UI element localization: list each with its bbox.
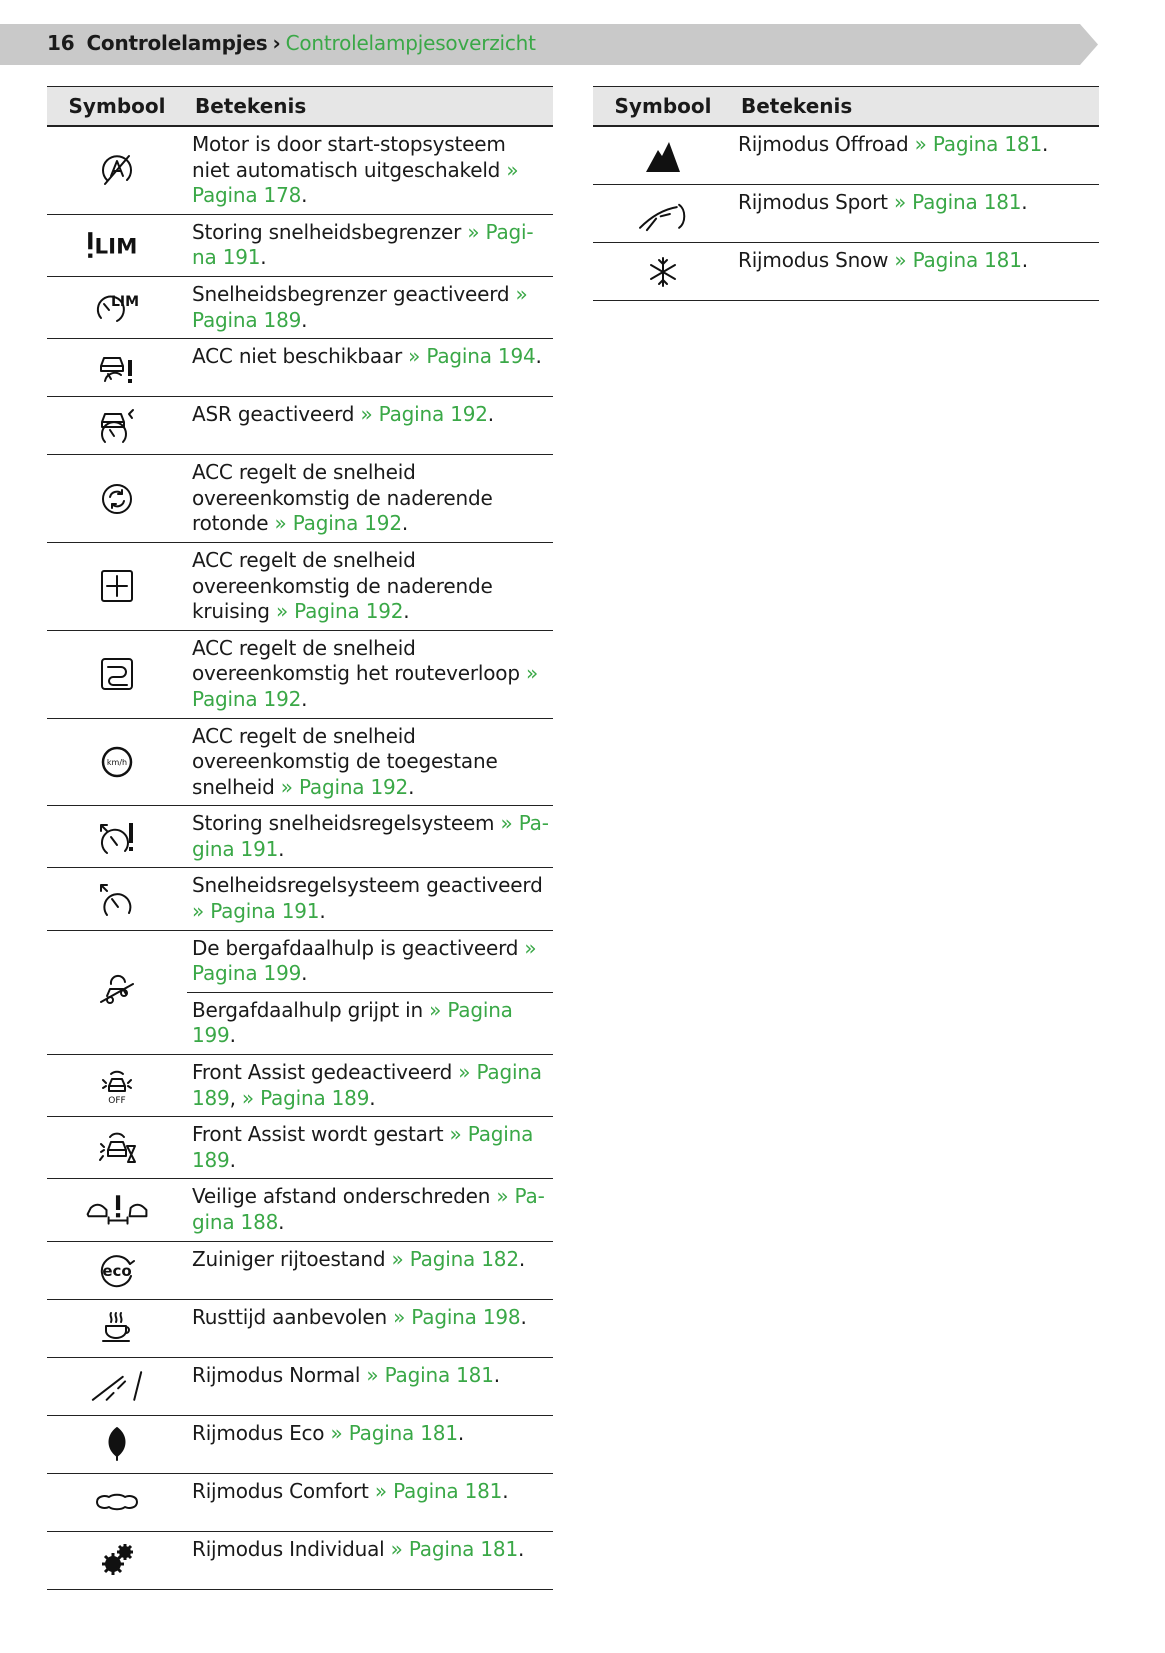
speed-limiter-active-icon: [93, 293, 141, 316]
meaning-cell: [187, 1357, 553, 1415]
cruise-control-active-icon: [97, 889, 137, 908]
hill-descent-icon: [97, 982, 137, 1001]
page-reference-link[interactable]: » Pagina 181: [330, 1420, 458, 1445]
symbol-cell: [47, 630, 187, 718]
page-reference-link[interactable]: » Pagina 192: [192, 661, 539, 711]
svg-text:OFF: OFF: [108, 1095, 126, 1106]
meaning-cell: [187, 1531, 553, 1589]
meaning-text: .: [487, 402, 494, 427]
symbol-cell: [47, 718, 187, 806]
table-row: [47, 718, 553, 806]
meaning-text: ACC regelt de snelheid overeenkomstig de naderende rotonde: [192, 460, 493, 536]
symbol-cell: [47, 542, 187, 630]
meaning-text: Front Assist wordt gestart: [192, 1122, 450, 1147]
meaning-cell: [187, 276, 553, 338]
acc-unavailable-icon: [97, 357, 137, 376]
meaning-text: Rijmodus Snow: [738, 248, 895, 272]
symbol-cell: [593, 185, 733, 243]
table-row: [593, 243, 1099, 301]
meaning-cell: [187, 1415, 553, 1473]
meaning-text: .: [278, 836, 285, 861]
table-row: [47, 1179, 553, 1241]
meaning-cell: [187, 126, 553, 214]
meaning-text: .: [1041, 132, 1049, 156]
meaning-text: .: [301, 307, 308, 332]
meaning-cell: [187, 1241, 553, 1299]
page-reference-link[interactable]: » Pagina 192: [360, 402, 488, 427]
page-reference-link[interactable]: » Pagina 192: [280, 774, 409, 799]
column-header-symbol: Symbool: [47, 87, 187, 127]
meaning-text: .: [301, 961, 308, 986]
page-reference-link[interactable]: » Pagina 189: [192, 281, 528, 332]
page-reference-link[interactable]: » Pagina 178: [192, 157, 519, 208]
table-row: [47, 630, 553, 718]
meaning-cell: [187, 930, 553, 992]
meaning-text: Storing snelheidsbegrenzer: [192, 219, 468, 244]
meaning-cell: [733, 126, 1099, 185]
meaning-text: ACC niet beschikbaar: [192, 344, 409, 369]
symbol-cell: [593, 126, 733, 185]
table-row: [47, 930, 553, 992]
column-header-symbol: Symbool: [593, 87, 733, 127]
meaning-text: .: [517, 1536, 525, 1561]
table-row: [47, 1415, 553, 1473]
chapter-title: Controlelampjes: [86, 31, 268, 55]
road-normal-icon: [88, 1376, 146, 1395]
meaning-text: Snelheidsregelsysteem geactiveerd: [192, 873, 543, 898]
meaning-cell: [187, 214, 553, 276]
meaning-text: Rijmodus Normal: [192, 1362, 367, 1387]
meaning-cell: [187, 868, 553, 930]
snowflake-icon: [643, 261, 683, 280]
meaning-cell: [187, 718, 553, 806]
meaning-text: Rijmodus Comfort: [192, 1478, 375, 1503]
coffee-cup-icon: [97, 1318, 137, 1337]
meaning-text: Storing snelheidsregelsysteem: [192, 811, 501, 836]
intersection-icon: [97, 576, 137, 595]
symbol-cell: [47, 339, 187, 397]
page-reference-link[interactable]: » Pagina 181: [366, 1362, 494, 1387]
meaning-cell: [187, 806, 553, 868]
meaning-text: .: [493, 1362, 500, 1387]
meaning-text: De bergafdaalhulp is geactiveerd: [192, 935, 525, 960]
svg-text:LIM: LIM: [111, 293, 140, 310]
meaning-text: Snelheidsbegrenzer geactiveerd: [192, 281, 516, 306]
meaning-cell: [187, 1179, 553, 1241]
meaning-cell: [187, 339, 553, 397]
meaning-text: .: [1021, 190, 1028, 214]
front-assist-starting-icon: [97, 1137, 137, 1156]
page-reference-link[interactable]: » Pagina 181: [894, 248, 1022, 272]
symbol-cell: [47, 1299, 187, 1357]
speed-limit-kmh-icon: [97, 751, 137, 770]
page-reference-link[interactable]: » Pagina 189: [241, 1085, 370, 1110]
page-reference-link[interactable]: » Pagina 189: [192, 1060, 542, 1110]
page-reference-link[interactable]: » Pagina 191: [192, 219, 534, 270]
page-reference-link[interactable]: » Pagina 188: [192, 1184, 545, 1234]
symbol-cell: [47, 1357, 187, 1415]
meaning-text: .: [229, 1147, 236, 1172]
page-reference-link[interactable]: » Pagina 199: [192, 935, 537, 986]
meaning-text: Rijmodus Sport: [738, 190, 894, 214]
meaning-text: .: [278, 1210, 285, 1234]
meaning-text: .: [301, 686, 308, 711]
meaning-text: .: [502, 1478, 509, 1503]
symbol-cell: [593, 243, 733, 301]
column-header-meaning: Betekenis: [187, 87, 553, 127]
table-row: [47, 1241, 553, 1299]
symbol-cell: [47, 806, 187, 868]
meaning-text: .: [535, 344, 542, 369]
mountain-icon: [643, 145, 683, 164]
meaning-text: .: [229, 1023, 236, 1048]
asr-active-icon: [97, 415, 137, 434]
sport-road-icon: [636, 203, 690, 222]
roundabout-icon: [97, 488, 137, 507]
meaning-text: Rijmodus Individual: [192, 1536, 391, 1561]
meaning-text: .: [457, 1420, 465, 1445]
table-row: [593, 126, 1099, 185]
comfort-cushion-icon: [93, 1492, 141, 1511]
meaning-text: .: [1021, 248, 1028, 272]
meaning-text: ASR geactiveerd: [192, 402, 361, 427]
meaning-text: Front Assist gedeactiveerd: [192, 1060, 459, 1085]
meaning-text: .: [301, 183, 308, 208]
svg-text:eco: eco: [102, 1262, 132, 1281]
meaning-text: Zuiniger rijtoestand: [192, 1246, 392, 1271]
symbol-cell: [47, 1531, 187, 1589]
table-row: [47, 1055, 553, 1117]
front-assist-off-icon: [97, 1075, 137, 1106]
table-row: [47, 276, 553, 338]
table-row: [47, 542, 553, 630]
meaning-text: .: [401, 511, 409, 536]
symbol-cell: [47, 397, 187, 455]
table-row: [47, 1299, 553, 1357]
page-reference-link[interactable]: » Pagina 198: [393, 1304, 521, 1329]
start-stop-off-icon: [97, 160, 137, 179]
table-row: [47, 1473, 553, 1531]
page-reference-link[interactable]: » Pagina 192: [275, 599, 404, 624]
symbol-cell: [47, 214, 187, 276]
speed-limiter-fault-icon: [86, 234, 148, 260]
meaning-cell: [733, 185, 1099, 243]
table-row: [47, 214, 553, 276]
gears-icon: [97, 1550, 137, 1569]
indicator-table-left: [47, 86, 553, 1590]
meaning-cell: [187, 1117, 553, 1179]
table-row: [47, 1357, 553, 1415]
meaning-text: .: [408, 774, 415, 799]
meaning-text: .: [518, 1246, 526, 1271]
table-row: [47, 397, 553, 455]
leaf-icon: [97, 1434, 137, 1453]
svg-text:LIM: LIM: [94, 234, 138, 260]
symbol-cell: [47, 1415, 187, 1473]
symbol-cell: [47, 455, 187, 543]
meaning-text: .: [319, 899, 326, 924]
meaning-text: Rijmodus Offroad: [738, 132, 915, 156]
page-reference-link[interactable]: » Pagina 181: [914, 132, 1042, 156]
section-title: Controlelampjesoverzicht: [285, 31, 536, 55]
symbol-cell: [47, 1179, 187, 1241]
meaning-text: Bergafdaalhulp grijpt in: [192, 997, 430, 1022]
meaning-text: .: [260, 245, 267, 270]
meaning-text: ,: [229, 1085, 242, 1110]
meaning-text: Rijmodus Eco: [192, 1420, 331, 1445]
table-row: [593, 185, 1099, 243]
table-row: [47, 868, 553, 930]
meaning-cell: [187, 1473, 553, 1531]
meaning-text: .: [369, 1085, 376, 1110]
symbol-cell: [47, 868, 187, 930]
page-reference-link[interactable]: » Pagina 194: [408, 344, 536, 369]
meaning-text: Motor is door start-stopsysteem niet automatisch uitgeschakeld: [192, 132, 507, 182]
meaning-text: ACC regelt de snelheid overeenkomstig de naderende kruising: [192, 547, 493, 624]
page-reference-link[interactable]: » Pagina 191: [192, 899, 320, 924]
meaning-cell: [187, 1299, 553, 1357]
page-reference-link[interactable]: » Pagina 192: [274, 511, 402, 536]
running-header: [47, 31, 536, 55]
meaning-cell: [733, 243, 1099, 301]
meaning-text: .: [520, 1304, 527, 1329]
page-reference-link[interactable]: » Pagina 199: [192, 997, 513, 1048]
table-row: [47, 1117, 553, 1179]
symbol-cell: [47, 126, 187, 214]
symbol-cell: [47, 1473, 187, 1531]
page-reference-link[interactable]: » Pagina 181: [893, 190, 1022, 214]
meaning-cell: [187, 1055, 553, 1117]
column-header-meaning: Betekenis: [733, 87, 1099, 127]
table-row: [47, 806, 553, 868]
page-reference-link[interactable]: » Pagina 181: [374, 1478, 503, 1503]
meaning-text: ACC regelt de snelheid overeenkomstig het routeverloop: [192, 635, 526, 686]
cruise-control-fault-icon: [97, 826, 137, 845]
symbol-cell: [47, 276, 187, 338]
table-row: [47, 455, 553, 543]
meaning-cell: [187, 630, 553, 718]
svg-text:km/h: km/h: [106, 757, 128, 767]
page-reference-link[interactable]: » Pagina 182: [391, 1246, 519, 1271]
meaning-cell: [187, 455, 553, 543]
page-reference-link[interactable]: » Pagina 181: [390, 1536, 518, 1561]
meaning-cell: [187, 397, 553, 455]
meaning-text: Rusttijd aanbevolen: [192, 1304, 394, 1329]
safe-distance-icon: [72, 1200, 162, 1219]
table-row: [47, 1531, 553, 1589]
eco-icon: [97, 1260, 137, 1279]
symbol-cell: [47, 1117, 187, 1179]
indicator-table-right: [593, 86, 1099, 301]
meaning-cell: [187, 542, 553, 630]
table-row: [47, 339, 553, 397]
page-reference-link[interactable]: » Pagina 191: [192, 811, 549, 861]
breadcrumb-separator: ›: [272, 31, 281, 55]
meaning-text: ACC regelt de snelheid overeenkomstig de toegestane snelheid: [192, 723, 498, 799]
route-curve-icon: [97, 664, 137, 683]
symbol-cell: [47, 930, 187, 1054]
symbol-cell: [47, 1241, 187, 1299]
meaning-text: Veilige afstand onderschreden: [192, 1184, 497, 1209]
page-reference-link[interactable]: » Pagina 189: [192, 1122, 534, 1172]
meaning-text: .: [403, 599, 410, 624]
table-row: [47, 126, 553, 214]
symbol-cell: [47, 1055, 187, 1117]
meaning-cell: [187, 992, 553, 1054]
page-number: 16: [47, 31, 75, 55]
